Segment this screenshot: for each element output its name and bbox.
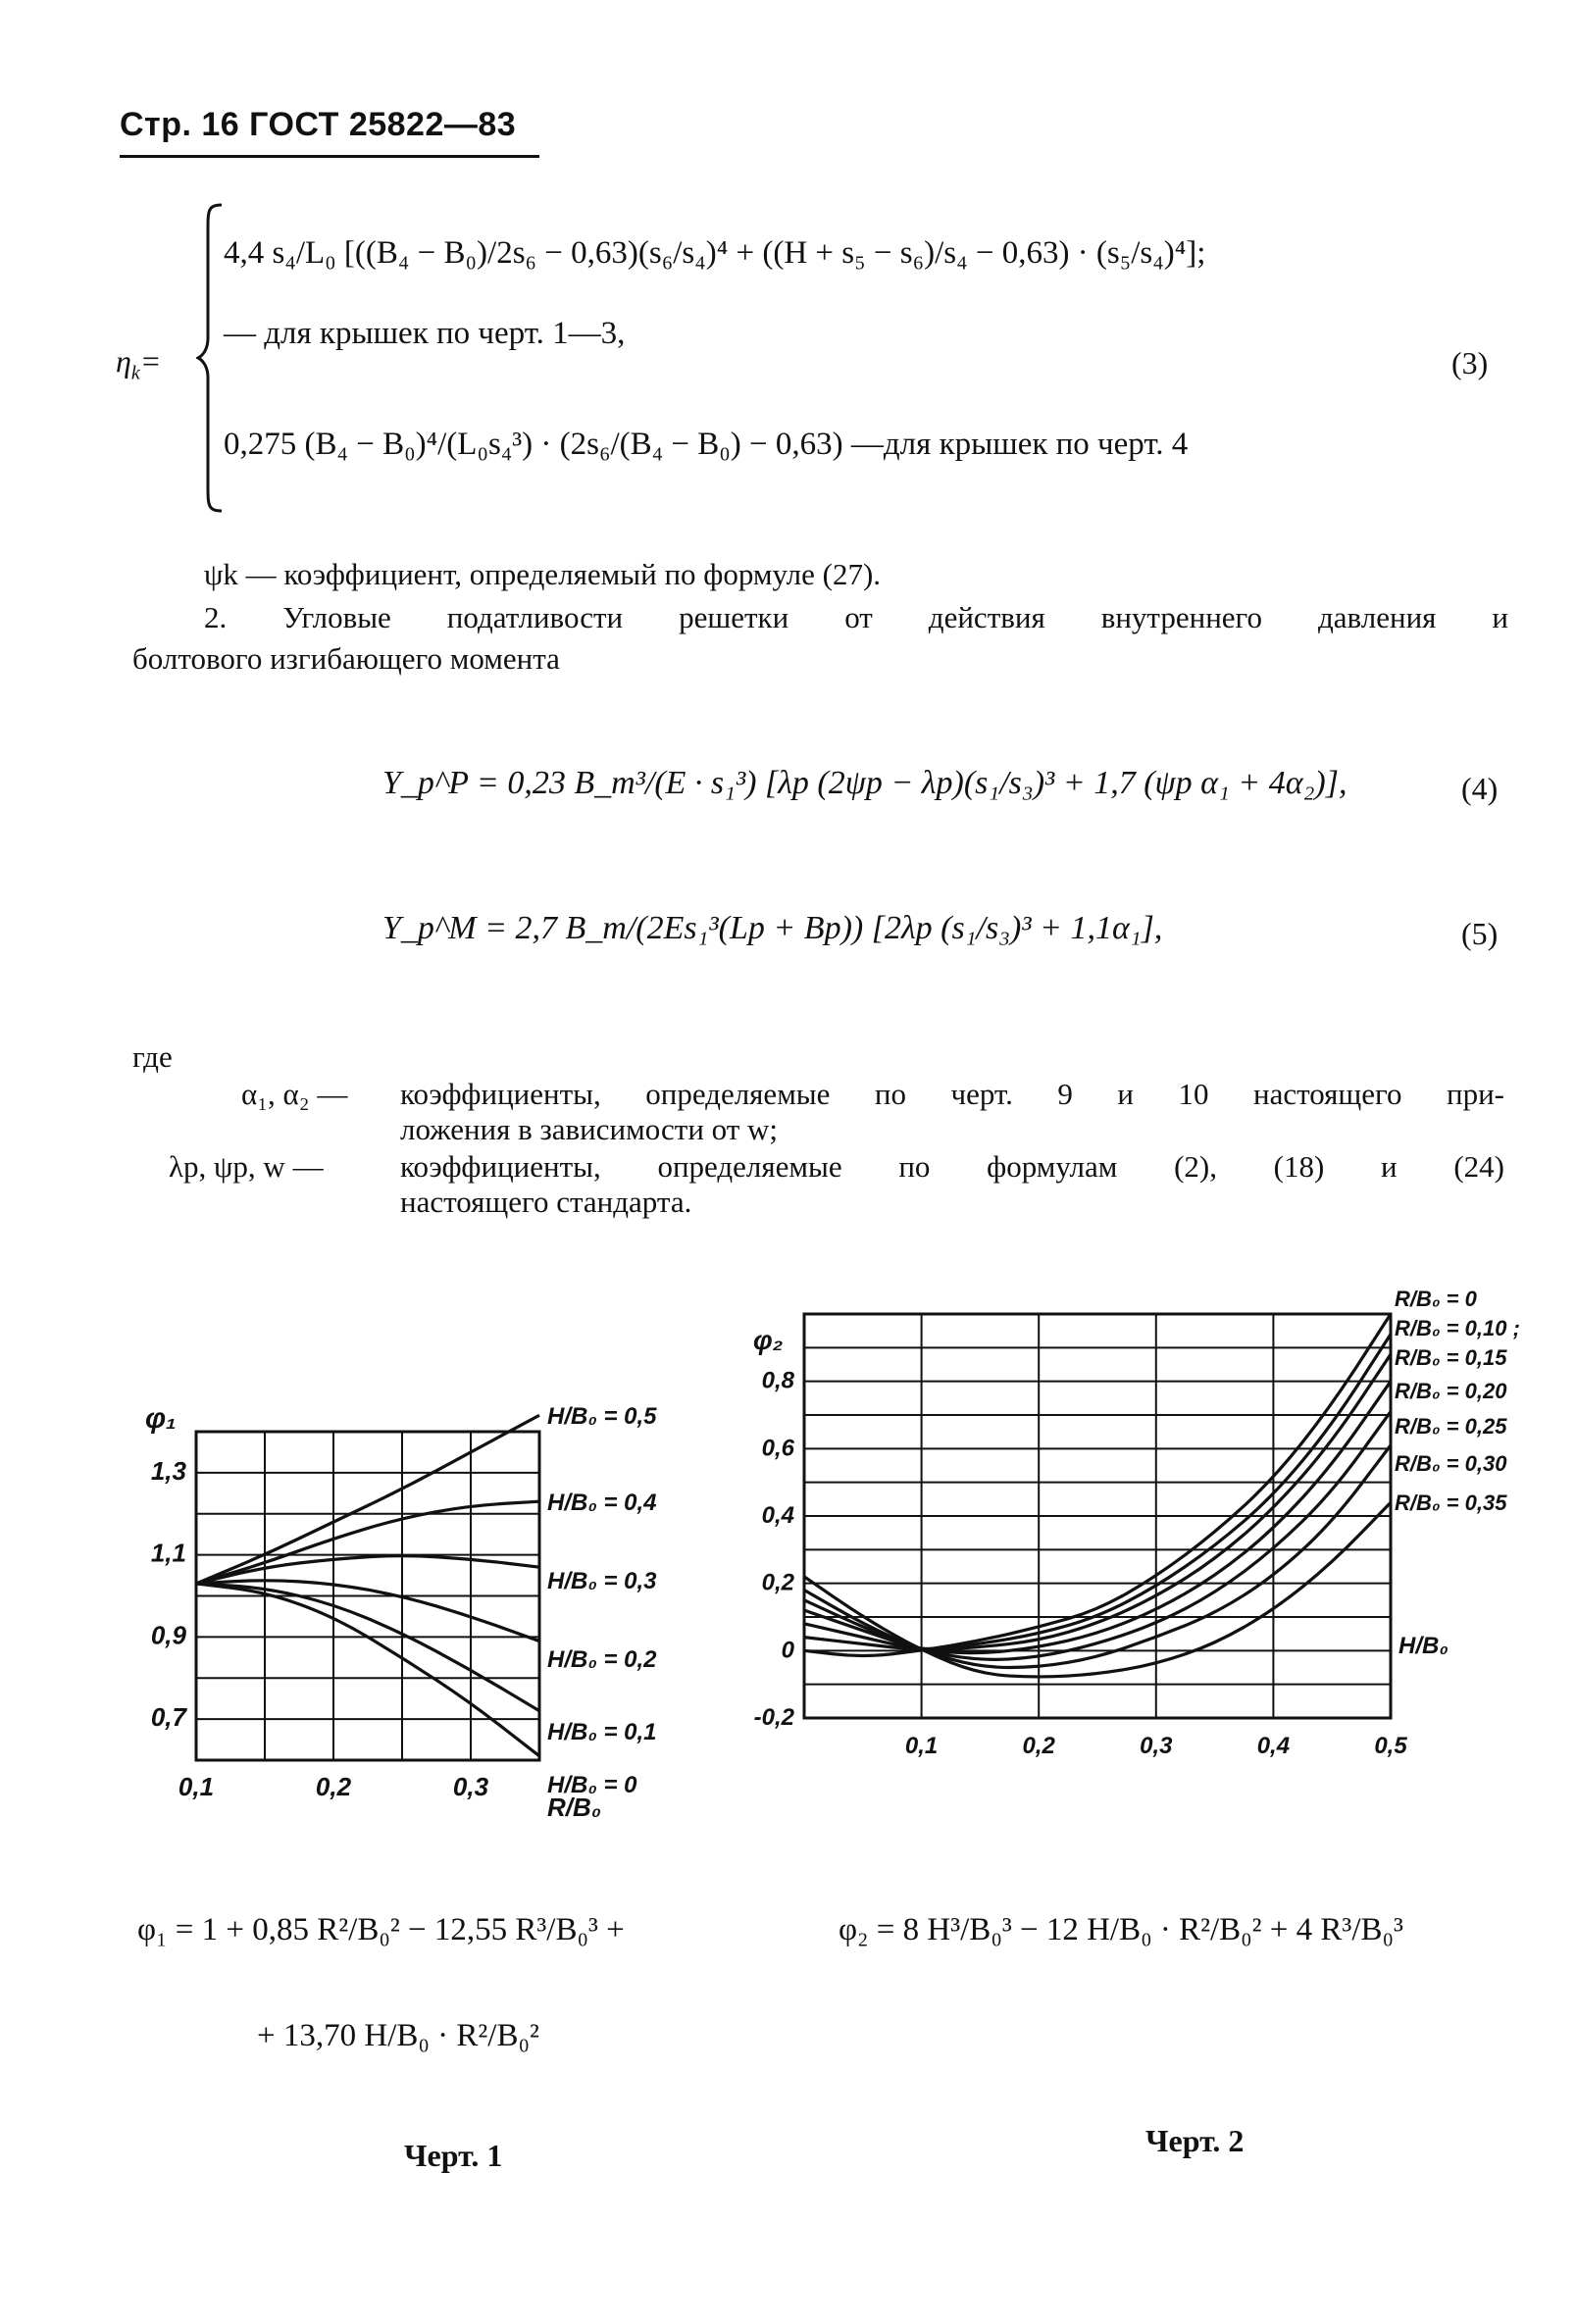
chart-1 xyxy=(137,1392,686,1844)
y-tick-label: 0,7 xyxy=(150,1702,186,1733)
x-tick-label: 0,3 xyxy=(452,1772,489,1801)
formula-phi1-line1: φ₁ = 1 + 0,85 R²/B₀² − 12,55 R³/B₀³ + xyxy=(137,1912,625,1947)
formula-phi1-line2: + 13,70 H/B₀ · R²/B₀² xyxy=(257,2018,539,2053)
series-label: H/B₀ = 0,4 xyxy=(547,1490,657,1516)
y-tick-label: 0,8 xyxy=(761,1367,794,1394)
formula-3-line1: 4,4 s₄/L₀ [((B₄ − B₀)/2s₆ − 0,63)(s₆/s₄)⁴ + ((H + s₅ − s₆)/s₄ − 0,63) · (s₅/s₄)⁴]; xyxy=(224,235,1206,271)
formula-3-line2: — для крышек по черт. 1—3, xyxy=(224,316,626,351)
formula-3-line3: 0,275 (B₄ − B₀)⁴/(L₀s₄³) · (2s₆/(B₄ − B₀) − 0,63) —для крышек по черт. 4 xyxy=(224,427,1189,462)
formula-4: Y_p^P = 0,23 B_т³/(E · s₁³) [λp (2ψp − λp)(s₁/s₃)³ + 1,7 (ψp α₁ + 4α₂)], xyxy=(382,765,1347,801)
x-axis-label: R/B₀ xyxy=(547,1793,602,1822)
y-axis-label: φ₁ xyxy=(145,1402,177,1435)
y-tick-label: 0,9 xyxy=(150,1620,186,1650)
header-rule xyxy=(120,155,539,158)
series-label: R/B₀ = 0,15 xyxy=(1395,1345,1507,1370)
y-tick-label: 0,4 xyxy=(761,1502,794,1529)
formula-5: Y_p^M = 2,7 B_т/(2Es₁³(Lp + Bp)) [2λp (s₁/s₃)³ + 1,1α₁], xyxy=(382,910,1163,946)
series-label: R/B₀ = 0,25 xyxy=(1395,1414,1507,1439)
series-label: R/B₀ = 0,10 ; xyxy=(1395,1316,1520,1340)
where-word: где xyxy=(132,1039,173,1074)
y-tick-label: 1,3 xyxy=(150,1455,186,1486)
series-line xyxy=(804,1382,1391,1653)
x-tick-label: 0,5 xyxy=(1374,1733,1407,1759)
def-1-symbols: α₁, α₂ — xyxy=(241,1077,348,1111)
figure-2-caption: Черт. 2 xyxy=(1145,2123,1245,2158)
series-label: H/B₀ = 0 xyxy=(547,1772,637,1798)
figure-1-caption: Черт. 1 xyxy=(404,2138,503,2173)
series-line xyxy=(804,1314,1391,1655)
series-line xyxy=(196,1584,539,1711)
paragraph-2-line-2: болтового изгибающего момента xyxy=(132,641,560,676)
series-line xyxy=(196,1584,539,1756)
formula-3-brace xyxy=(196,201,226,515)
formula-5-number: (5) xyxy=(1461,916,1499,951)
formula-3-number: (3) xyxy=(1451,345,1489,380)
psi-definition: ψk — коэффициент, определяемый по формуле (27). xyxy=(204,557,882,591)
series-label: R/B₀ = 0 xyxy=(1395,1287,1477,1311)
series-label: H/B₀ = 0,5 xyxy=(547,1403,657,1430)
def-1-line-1: коэффициенты, определяемые по черт. 9 и 10 настоящего при- xyxy=(400,1077,1504,1111)
y-tick-label: -0,2 xyxy=(753,1704,794,1731)
x-tick-label: 0,2 xyxy=(315,1772,352,1801)
series-label: H/B₀ = 0,3 xyxy=(547,1568,657,1594)
page-header: Стр. 16 ГОСТ 25822—83 xyxy=(120,106,517,143)
paragraph-2-line-1: 2. Угловые податливости решетки от действия внутреннего давления и xyxy=(204,600,1508,634)
x-tick-label: 0,2 xyxy=(1022,1733,1055,1759)
def-2-line-1: коэффициенты, определяемые по формулам (2), (18) и (24) xyxy=(400,1149,1504,1184)
series-label: R/B₀ = 0,35 xyxy=(1395,1490,1507,1515)
def-2-symbols: λp, ψp, w — xyxy=(169,1149,324,1184)
x-tick-label: 0,4 xyxy=(1256,1733,1291,1759)
def-1-line-2: ложения в зависимости от w; xyxy=(400,1112,779,1146)
y-axis-label: φ₂ xyxy=(753,1325,784,1355)
y-tick-label: 0,2 xyxy=(761,1569,794,1596)
formula-phi2: φ₂ = 8 H³/B₀³ − 12 H/B₀ · R²/B₀² + 4 R³/B₀³ xyxy=(839,1912,1403,1947)
def-2-line-2: настоящего стандарта. xyxy=(400,1185,692,1219)
x-tick-label: 0,3 xyxy=(1140,1733,1173,1759)
x-axis-label: H/B₀ xyxy=(1398,1633,1449,1659)
series-label: H/B₀ = 0,2 xyxy=(547,1646,657,1673)
y-tick-label: 1,1 xyxy=(150,1538,186,1568)
x-tick-label: 0,1 xyxy=(904,1733,939,1759)
series-line xyxy=(804,1354,1391,1649)
x-tick-label: 0,1 xyxy=(178,1772,215,1801)
y-tick-label: 0,6 xyxy=(761,1435,794,1462)
series-label: R/B₀ = 0,20 xyxy=(1395,1379,1507,1403)
series-label: R/B₀ = 0,30 xyxy=(1395,1451,1507,1476)
formula-4-number: (4) xyxy=(1461,771,1499,806)
chart-2 xyxy=(745,1275,1530,1804)
formula-3-lhs: $\eta_k=$ xyxy=(116,343,162,384)
y-tick-label: 0 xyxy=(781,1637,794,1664)
series-label: H/B₀ = 0,1 xyxy=(547,1719,657,1745)
